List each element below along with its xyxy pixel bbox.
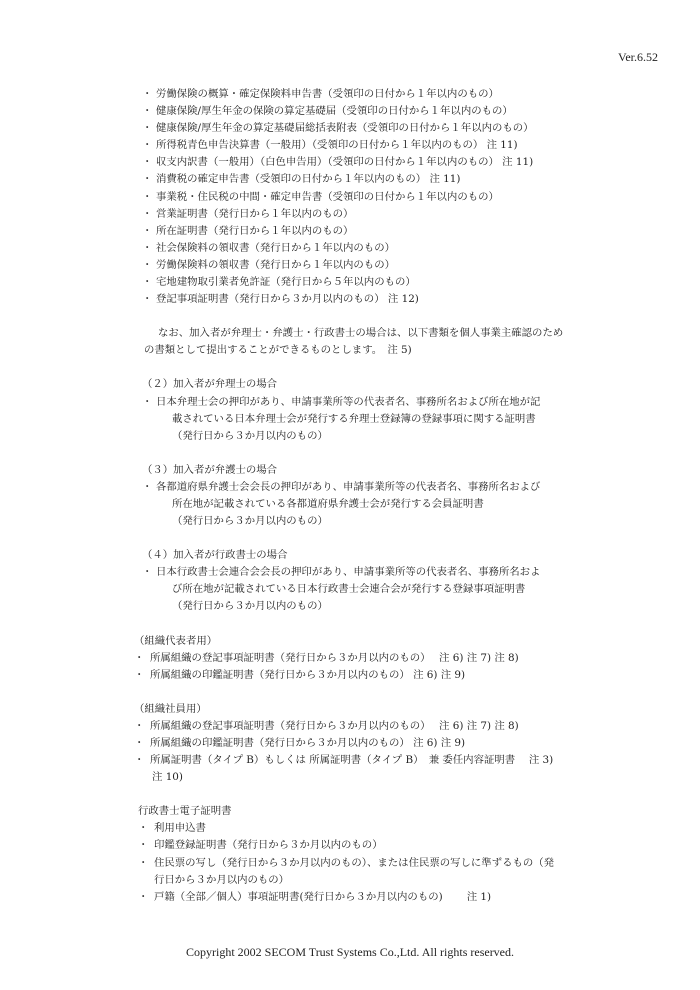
section-gyosei-certificate [138,803,610,906]
nanao-paragraph [142,325,610,359]
spacer [142,308,610,325]
list-item-continuation: 行日から３か月以内のもの） [154,873,290,886]
list-item-note: （発行日から３か月以内のもの） [172,515,328,528]
spacer [142,445,610,462]
version-label: Ver.6.52 [618,50,658,64]
spacer [142,684,610,701]
section-heading: （３）加入者が弁護士の場合 [142,463,278,476]
list-item: ・ 日本弁理士会の押印があり、申請事業所等の代表者名、事務所名および所在地が記 [142,394,610,411]
bullet-mark: ・ [142,156,153,169]
list-item-continuation: 載されている日本弁理士会が発行する弁理士登録簿の登録事項に関する証明書 [172,412,536,425]
list-item: ・ 健康保険/厚生年金の保険の算定基礎届（受領印の日付から１年以内のもの） [142,103,610,120]
list-item: ・ 労働保険の概算・確定保険料申告書（受領印の日付から１年以内のもの） [142,86,610,103]
list-item: ・ 利用申込書 [138,820,610,837]
bullet-mark: ・ [134,651,145,664]
list-item: ・ 日本行政書士会連合会会長の押印があり、申請事業所等の代表者名、事務所名およ [142,564,610,581]
spacer [142,530,610,547]
section-heading: （２）加入者が弁理士の場合 [142,378,278,391]
list-item: ・ 営業証明書（発行日から１年以内のもの） [142,206,610,223]
list-item: ・ 所得税青色申告決算書（一般用）（受領印の日付から１年以内のもの） 注 11) [142,137,610,154]
section-bengoshi [142,462,610,530]
bullet-mark: ・ [138,856,149,869]
list-item: ・ 収支内訳書（一般用）（白色申告用）（受領印の日付から１年以内のもの） 注 11) [142,154,610,171]
bullet-mark: ・ [142,88,153,100]
bullet-mark: ・ [142,566,153,579]
bullet-mark: ・ [134,668,145,681]
list-item: ・ 所属組織の印鑑証明書（発行日から３か月以内のもの） 注 6) 注 9) [134,667,610,684]
section-heading: （組織代表者用） [134,634,218,647]
bullet-mark: ・ [142,139,153,152]
list-item: ・ 宅地建物取引業者免許証（発行日から５年以内のもの） [142,274,610,291]
list-item: ・ 所属組織の登記事項証明書（発行日から３か月以内のもの） 注 6) 注 7) 注 8) [134,718,610,735]
bullet-mark: ・ [134,754,145,767]
list-item: ・ 印鑑登録証明書（発行日から３か月以内のもの） [138,837,610,854]
section-heading: 行政書士電子証明書 [138,805,232,818]
list-item: ・ 所属組織の登記事項証明書（発行日から３か月以内のもの） 注 6) 注 7) 注 8) [134,650,610,667]
list-item-continuation: び所在地が記載されている日本行政書士会連合会が発行する登録事項証明書 [172,583,526,596]
bullet-mark: ・ [142,122,153,135]
list-item: ・ 所在証明書（発行日から１年以内のもの） [142,223,610,240]
bullet-mark: ・ [142,173,153,186]
bullet-mark: ・ [138,890,149,903]
bullet-mark: ・ [134,719,145,732]
list-item: ・ 登記事項証明書（発行日から３か月以内のもの） 注 12) [142,291,610,308]
bullet-mark: ・ [142,395,153,408]
bullet-mark: ・ [142,241,153,254]
copyright-footer: Copyright 2002 SECOM Trust Systems Co.,Ltd. All rights reserved. [185,945,515,959]
bullet-mark: ・ [142,207,153,220]
list-item: ・ 健康保険/厚生年金の算定基礎届総括表附表（受領印の日付から１年以内のもの） [142,120,610,137]
section-org-staff [134,701,610,786]
bullet-mark: ・ [142,293,153,306]
spacer [142,359,610,376]
list-item-note: （発行日から３か月以内のもの） [172,600,328,613]
list-a [142,86,610,308]
paragraph-line: なお、加入者が弁理士・弁護士・行政書士の場合は、以下書類を個人事業主確認のため [158,327,564,340]
section-org-representative [134,633,610,684]
section-heading: （４）加入者が行政書士の場合 [142,549,288,562]
list-item: ・ 所属組織の印鑑証明書（発行日から３か月以内のもの） 注 6) 注 9) [134,735,610,752]
section-heading: （組織社員用） [134,702,207,715]
list-item-continuation: 注 10) [152,771,183,784]
spacer [142,786,610,803]
spacer [142,616,610,633]
bullet-mark: ・ [138,839,149,852]
bullet-mark: ・ [134,737,145,749]
document-body [134,86,610,906]
list-item-note: （発行日から３か月以内のもの） [172,429,328,442]
section-benrishi [142,376,610,444]
section-gyoseishoshi [142,547,610,615]
bullet-mark: ・ [142,105,153,118]
bullet-mark: ・ [142,190,153,203]
bullet-mark: ・ [142,276,153,289]
list-item: ・ 戸籍（全部／個人）事項証明書(発行日から３か月以内のもの) 注 1) [138,889,610,906]
bullet-mark: ・ [138,822,149,835]
list-item: ・ 住民票の写し（発行日から３か月以内のもの）、または住民票の写しに準ずるもの（発 [138,855,610,872]
list-item: ・ 事業税・住民税の中間・確定申告書（受領印の日付から１年以内のもの） [142,189,610,206]
list-item: ・ 各都道府県弁護士会会長の押印があり、申請事業所等の代表者名、事務所名および [142,479,610,496]
bullet-mark: ・ [142,480,153,493]
list-item: ・ 消費税の確定申告書（受領印の日付から１年以内のもの） 注 11) [142,171,610,188]
list-item: ・ 労働保険料の領収書（発行日から１年以内のもの） [142,257,610,274]
paragraph-line: の書類として提出することができるものとします。 注 5) [144,344,412,357]
list-item: ・ 社会保険料の領収書（発行日から１年以内のもの） [142,240,610,257]
bullet-mark: ・ [142,224,153,237]
list-item: ・ 所属証明書（タイプ B）もしくは 所属証明書（タイプ B） 兼 委任内容証明書 注 3) [134,752,610,769]
bullet-mark: ・ [142,258,153,271]
list-item-continuation: 所在地が記載されている各都道府県弁護士会が発行する会員証明書 [172,497,484,510]
